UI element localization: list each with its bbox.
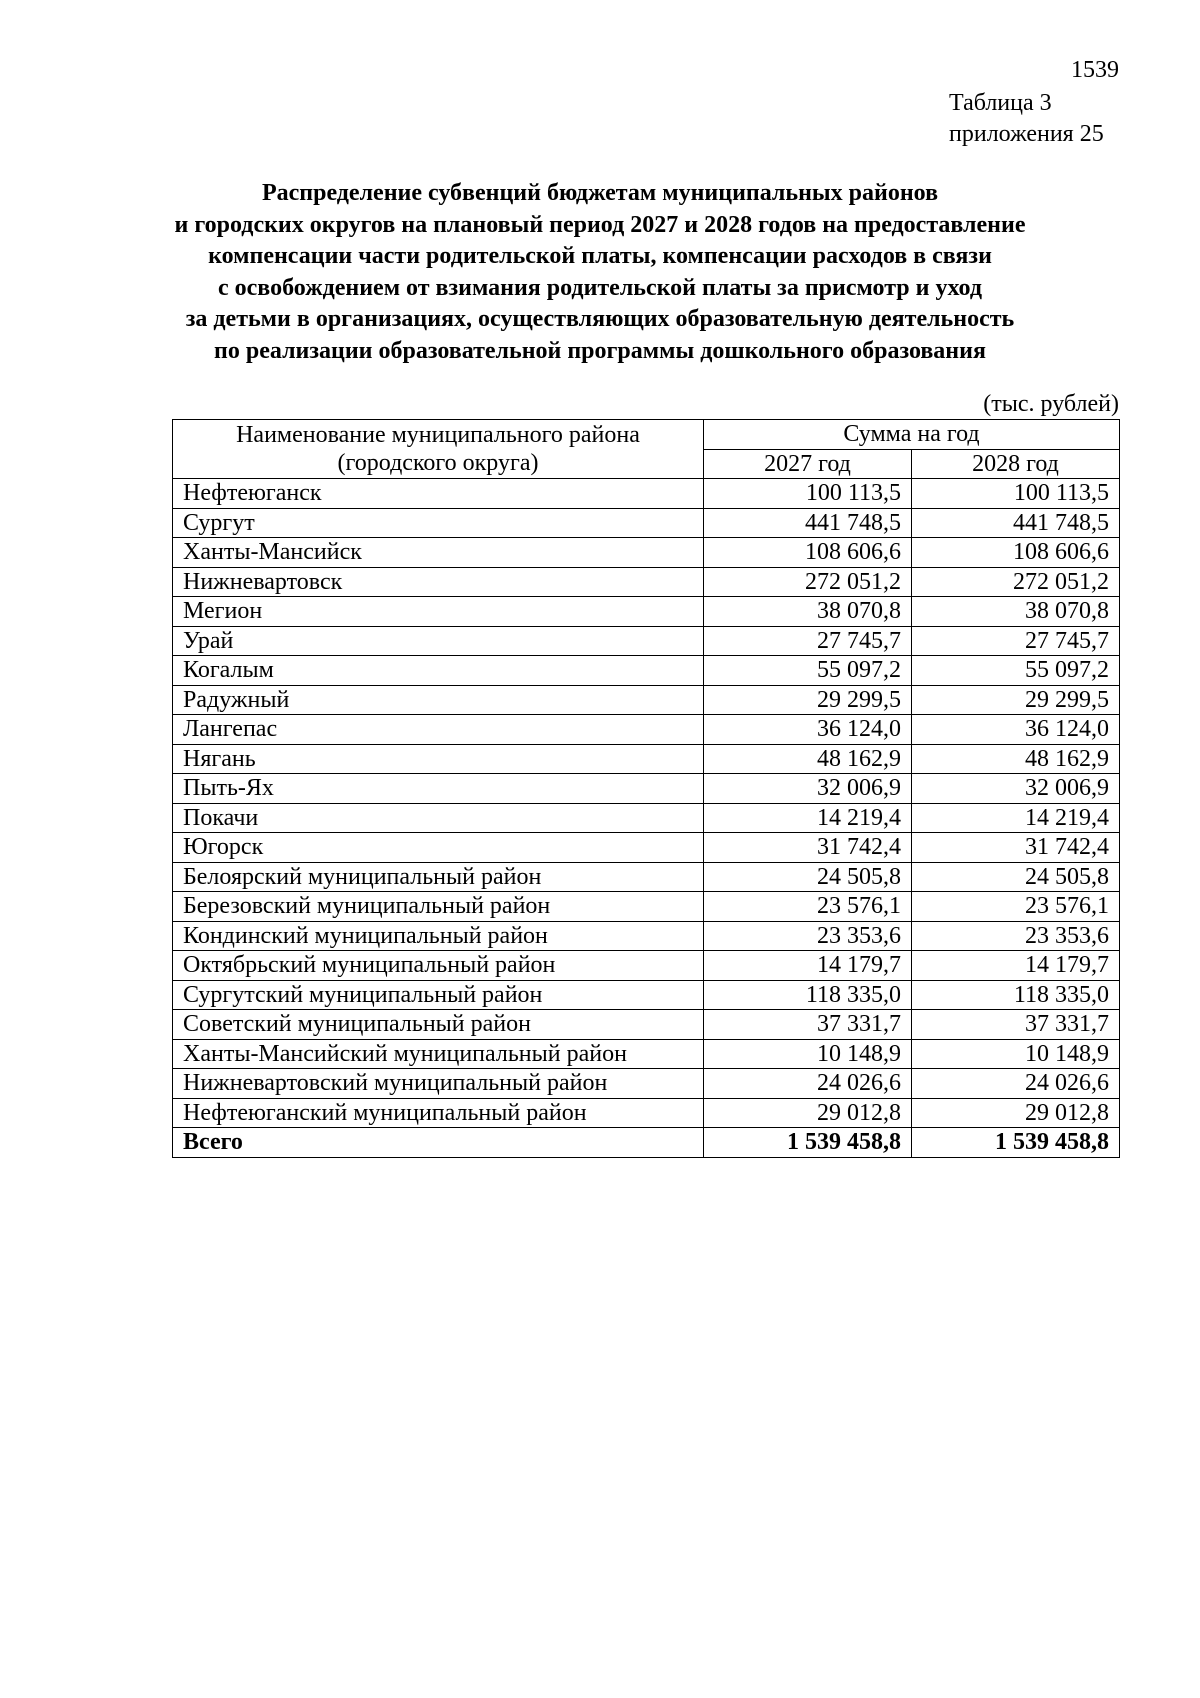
column-header-name-line1: Наименование муниципального района <box>236 422 640 448</box>
amount-2027-cell: 108 606,6 <box>704 538 912 568</box>
table-row <box>173 892 1120 922</box>
amount-2027-cell: 10 148,9 <box>704 1039 912 1069</box>
amount-2027-cell: 29 012,8 <box>704 1098 912 1128</box>
table-row <box>173 951 1120 981</box>
district-name-cell: Сургутский муниципальный район <box>173 980 704 1010</box>
district-name-cell: Ханты-Мансийск <box>173 538 704 568</box>
amount-2027-cell: 36 124,0 <box>704 715 912 745</box>
table-row <box>173 656 1120 686</box>
district-name-cell: Нефтеюганский муниципальный район <box>173 1098 704 1128</box>
table-row <box>173 803 1120 833</box>
title-line: и городских округов на плановый период 2027 и 2028 годов на предоставление <box>174 211 1026 238</box>
district-name-cell: Пыть-Ях <box>173 774 704 804</box>
column-header-name <box>173 420 704 479</box>
column-header-name-line2: (городского округа) <box>337 450 539 476</box>
title-line: с освобождением от взимания родительской платы за присмотр и уход <box>218 274 982 301</box>
amount-2027-cell: 23 576,1 <box>704 892 912 922</box>
amount-2027-cell: 100 113,5 <box>704 479 912 509</box>
district-name-cell: Радужный <box>173 685 704 715</box>
title-line: по реализации образовательной программы дошкольного образования <box>214 337 986 364</box>
district-name-cell: Югорск <box>173 833 704 863</box>
total-row <box>173 1128 1120 1158</box>
amount-2028-cell: 31 742,4 <box>912 833 1120 863</box>
amount-2028-cell: 14 219,4 <box>912 803 1120 833</box>
total-label: Всего <box>173 1128 704 1158</box>
table-ref-appendix: приложения 25 <box>949 121 1104 147</box>
district-name-cell: Когалым <box>173 656 704 686</box>
amount-2028-cell: 38 070,8 <box>912 597 1120 627</box>
amount-2028-cell: 37 331,7 <box>912 1010 1120 1040</box>
amount-2027-cell: 24 026,6 <box>704 1069 912 1099</box>
table-row <box>173 1069 1120 1099</box>
amount-2028-cell: 100 113,5 <box>912 479 1120 509</box>
subsidy-table-container <box>172 419 1119 1158</box>
table-reference <box>949 88 1104 150</box>
table-row <box>173 1010 1120 1040</box>
amount-2027-cell: 441 748,5 <box>704 508 912 538</box>
table-row <box>173 921 1120 951</box>
table-row <box>173 626 1120 656</box>
amount-2027-cell: 118 335,0 <box>704 980 912 1010</box>
table-row <box>173 567 1120 597</box>
subsidy-table <box>172 419 1120 1158</box>
page-number: 1539 <box>1071 57 1119 83</box>
amount-2028-cell: 27 745,7 <box>912 626 1120 656</box>
amount-2028-cell: 29 299,5 <box>912 685 1120 715</box>
amount-2028-cell: 36 124,0 <box>912 715 1120 745</box>
amount-2028-cell: 441 748,5 <box>912 508 1120 538</box>
table-row <box>173 597 1120 627</box>
units-label: (тыс. рублей) <box>983 391 1119 417</box>
column-header-2027: 2027 год <box>704 449 912 479</box>
amount-2027-cell: 38 070,8 <box>704 597 912 627</box>
district-name-cell: Ханты-Мансийский муниципальный район <box>173 1039 704 1069</box>
table-row <box>173 862 1120 892</box>
amount-2028-cell: 48 162,9 <box>912 744 1120 774</box>
amount-2027-cell: 48 162,9 <box>704 744 912 774</box>
amount-2028-cell: 23 353,6 <box>912 921 1120 951</box>
column-header-2028: 2028 год <box>912 449 1120 479</box>
amount-2028-cell: 32 006,9 <box>912 774 1120 804</box>
amount-2028-cell: 29 012,8 <box>912 1098 1120 1128</box>
amount-2027-cell: 37 331,7 <box>704 1010 912 1040</box>
district-name-cell: Лангепас <box>173 715 704 745</box>
column-header-sum: Сумма на год <box>704 420 1120 450</box>
table-row <box>173 685 1120 715</box>
district-name-cell: Советский муниципальный район <box>173 1010 704 1040</box>
district-name-cell: Урай <box>173 626 704 656</box>
table-row <box>173 744 1120 774</box>
district-name-cell: Нижневартовский муниципальный район <box>173 1069 704 1099</box>
amount-2027-cell: 29 299,5 <box>704 685 912 715</box>
district-name-cell: Нефтеюганск <box>173 479 704 509</box>
district-name-cell: Кондинский муниципальный район <box>173 921 704 951</box>
district-name-cell: Мегион <box>173 597 704 627</box>
district-name-cell: Сургут <box>173 508 704 538</box>
title-line: Распределение субвенций бюджетам муниципальных районов <box>261 180 939 206</box>
amount-2027-cell: 23 353,6 <box>704 921 912 951</box>
total-2028: 1 539 458,8 <box>912 1128 1120 1158</box>
district-name-cell: Белоярский муниципальный район <box>173 862 704 892</box>
amount-2027-cell: 31 742,4 <box>704 833 912 863</box>
amount-2028-cell: 108 606,6 <box>912 538 1120 568</box>
table-row <box>173 980 1120 1010</box>
table-row <box>173 1039 1120 1069</box>
table-row <box>173 833 1120 863</box>
table-header <box>173 420 1120 479</box>
header-row <box>173 420 1120 450</box>
amount-2028-cell: 55 097,2 <box>912 656 1120 686</box>
table-row <box>173 715 1120 745</box>
district-name-cell: Покачи <box>173 803 704 833</box>
table-row <box>173 538 1120 568</box>
district-name-cell: Нижневартовск <box>173 567 704 597</box>
amount-2027-cell: 272 051,2 <box>704 567 912 597</box>
amount-2027-cell: 24 505,8 <box>704 862 912 892</box>
district-name-cell: Березовский муниципальный район <box>173 892 704 922</box>
amount-2027-cell: 32 006,9 <box>704 774 912 804</box>
amount-2028-cell: 24 026,6 <box>912 1069 1120 1099</box>
table-row <box>173 1098 1120 1128</box>
amount-2028-cell: 23 576,1 <box>912 892 1120 922</box>
amount-2028-cell: 118 335,0 <box>912 980 1120 1010</box>
document-title <box>140 178 1060 367</box>
district-name-cell: Нягань <box>173 744 704 774</box>
table-row <box>173 508 1120 538</box>
total-2027: 1 539 458,8 <box>704 1128 912 1158</box>
amount-2027-cell: 14 219,4 <box>704 803 912 833</box>
amount-2027-cell: 27 745,7 <box>704 626 912 656</box>
table-body <box>173 479 1120 1158</box>
amount-2028-cell: 14 179,7 <box>912 951 1120 981</box>
amount-2027-cell: 55 097,2 <box>704 656 912 686</box>
table-row <box>173 479 1120 509</box>
amount-2028-cell: 10 148,9 <box>912 1039 1120 1069</box>
table-ref-number: Таблица 3 <box>949 90 1052 116</box>
title-line: за детьми в организациях, осуществляющих образовательную деятельность <box>185 306 1015 332</box>
amount-2028-cell: 24 505,8 <box>912 862 1120 892</box>
district-name-cell: Октябрьский муниципальный район <box>173 951 704 981</box>
table-row <box>173 774 1120 804</box>
amount-2027-cell: 14 179,7 <box>704 951 912 981</box>
amount-2028-cell: 272 051,2 <box>912 567 1120 597</box>
title-line: компенсации части родительской платы, компенсации расходов в связи <box>208 243 992 269</box>
